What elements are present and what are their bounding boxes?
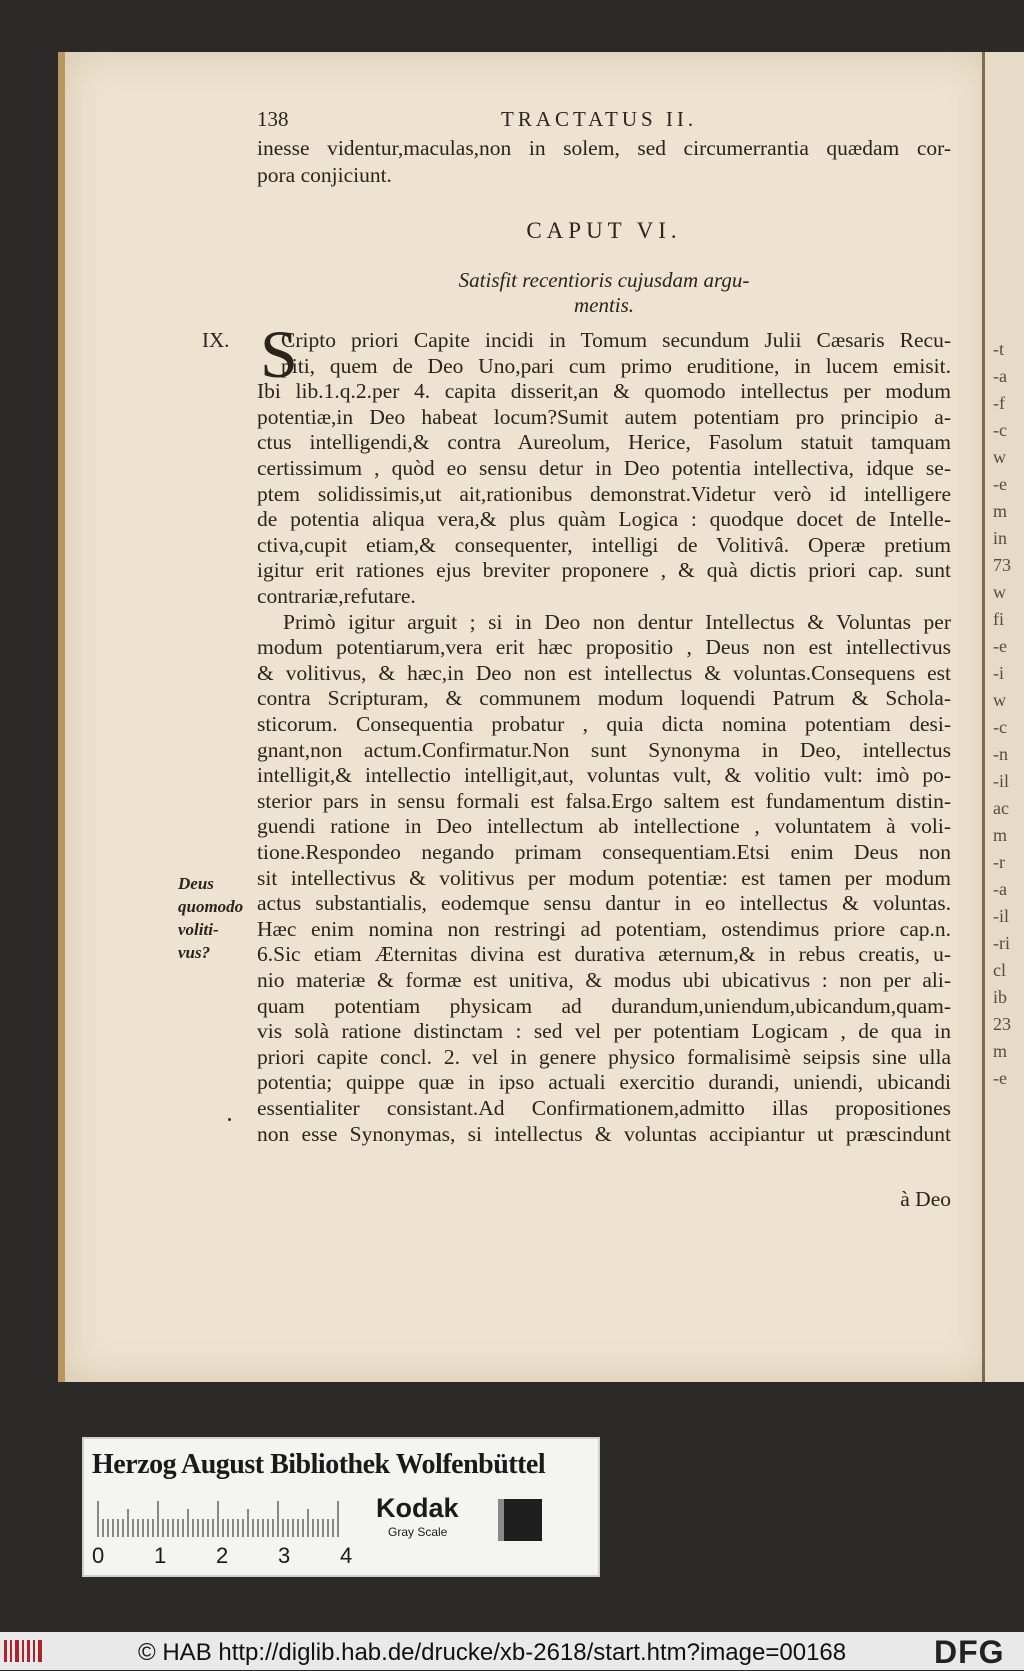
next-page-fragment: w	[993, 447, 1006, 467]
text-line: modum potentiarum,vera erit hæc propositio , Deus non est intellectivus	[257, 635, 951, 660]
text-line: non esse Synonymas, si intellectus & voluntas accipiantur ut præscindunt	[257, 1121, 951, 1146]
footer-bar	[0, 1632, 1024, 1670]
next-page-fragment: -e	[993, 636, 1007, 656]
color-calibration-target	[82, 1437, 600, 1577]
text-line: Primò igitur arguit ; si in Deo non dentur Intellectus & Voluntas per	[283, 609, 951, 634]
page-number: 138	[257, 107, 289, 131]
text-line: contrariæ,refutare.	[257, 584, 416, 608]
text-line: potentiæ,in Deo habeat locum?Sumit autem potentiam pro principio a-	[257, 404, 951, 429]
ruler-number: 4	[340, 1543, 353, 1568]
next-page-fragment: -c	[993, 717, 1007, 737]
text-line: sterior pars in sensu formali est falsa.Ergo saltem est fundamentum distin-	[257, 788, 951, 813]
next-page-fragment: cl	[993, 960, 1006, 980]
text-line: certissimum , quòd eo sensu detur in Deo potentia intellectiva, idque se-	[257, 456, 951, 480]
ruler-number: 0	[92, 1543, 105, 1568]
text-line: Ibi lib.1.q.2.per 4. capita disserit,an & quomodo intellectus per modum	[257, 379, 951, 404]
next-page-fragment: -e	[993, 1068, 1007, 1088]
text-line: guendi ratione in Deo intellectum ab intellectione , voluntatem à voli-	[257, 814, 951, 839]
chapter-title: CAPUT VI.	[526, 218, 682, 243]
text-line: vis solà ratione distinctam : sed vel per potentiam Logicam , de qua in	[257, 1019, 951, 1044]
chapter-summary-line: Satisfit recentioris cujusdam argu-	[458, 268, 750, 292]
next-page-fragment: -r	[993, 852, 1005, 872]
text-line: contra Scripturam, & communem modum loquendi Patrum & Schola-	[257, 686, 951, 711]
drop-capital: S	[260, 316, 298, 392]
ruler-number: 1	[154, 1543, 167, 1568]
margin-section-number: IX.	[202, 328, 230, 352]
ink-speck	[228, 1118, 231, 1121]
running-header	[257, 107, 951, 137]
text-line: igitur erit rationes ejus breviter proponere , & quà dictis priori cap. sunt	[257, 558, 951, 583]
next-page-fragment: -a	[993, 366, 1007, 386]
next-page-fragment: m	[993, 1041, 1008, 1061]
text-line: ctus intelligendi,& contra Aureolum, Herice, Fasolum statuit tamquam	[257, 430, 951, 455]
ruler-number: 2	[216, 1543, 229, 1568]
next-page-fragment: -e	[993, 474, 1007, 494]
text-line: tione.Respondeo negando primam consequentiam.Etsi enim Deus non	[257, 840, 951, 864]
margin-note-line: vus?	[178, 943, 211, 962]
text-line: de potentia aliqua vera,& plus quàm Logica : quodque docet de Intelle-	[257, 507, 951, 532]
text-line: ctiva,cupit etiam,& consequenter, intelligi de Volitivâ. Operæ pretium	[257, 532, 951, 557]
text-line: & volitivus, & hæc,in Deo non est intellectus & voluntas.Consequens est	[257, 660, 951, 685]
margin-note-line: quomodo	[178, 897, 244, 916]
next-page-fragment: m	[993, 501, 1008, 521]
hab-barcode-logo-icon	[4, 1638, 46, 1664]
next-page-fragment: -t	[993, 339, 1004, 359]
text-line: pora conjiciunt.	[257, 163, 392, 187]
dfg-logo: DFG	[934, 1634, 1005, 1670]
kodak-subtitle: Gray Scale	[388, 1525, 448, 1539]
text-line: intelligit,& intellectio intelligit,aut, voluntas vult, & volitio vult: imò po-	[257, 763, 951, 788]
text-line: 6.Sic etiam Æternitas divina est durativa æternum,& in rebus creatis, u-	[257, 942, 951, 967]
text-line: priori capite concl. 2. vel in genere physico formalisimè seipsis sine ulla	[257, 1044, 951, 1069]
next-page-fragment: m	[993, 825, 1008, 845]
catchword: à Deo	[900, 1187, 951, 1211]
text-line: potentia; quippe quæ in ipso actuali exercitio durandi, uniendi, ubicandi	[257, 1070, 951, 1095]
footer-credit-link[interactable]: © HAB http://diglib.hab.de/drucke/xb-2618/start.htm?image=00168	[138, 1639, 847, 1666]
next-page-fragment: w	[993, 582, 1006, 602]
text-line: actus substantialis, eodemque sensu dantur in eo intellectus & voluntas.	[257, 891, 951, 916]
library-name: Herzog August Bibliothek Wolfenbüttel	[92, 1449, 546, 1480]
text-line: quam potentiam physicam ad durandum,uniendum,ubicandum,quam-	[257, 993, 951, 1018]
next-page-fragment: -n	[993, 744, 1008, 764]
text-line: ptem solidissimis,ut ait,rationibus demonstrat.Videtur verò id intelligere	[257, 481, 951, 506]
next-page-fragment: 73	[993, 555, 1011, 575]
next-page-fragment: -i	[993, 663, 1004, 683]
chapter-summary-line: mentis.	[573, 293, 635, 317]
next-page-fragment: -il	[993, 906, 1009, 926]
text-line: inesse videntur,maculas,non in solem, sed circumerrantia quædam cor-	[257, 136, 951, 160]
next-page-fragment: -c	[993, 420, 1007, 440]
text-line: Cripto priori Capite incidi in Tomum secundum Julii Cæsaris Recu-	[281, 328, 951, 352]
text-line: sit intellectivus & volitivus per modum potentiæ: est tamen per modum	[257, 865, 951, 890]
next-page-fragment: -ri	[993, 933, 1010, 953]
gray-scale-patch	[498, 1499, 504, 1541]
running-title: TRACTATUS II.	[501, 107, 698, 131]
margin-note	[178, 872, 258, 964]
next-page-fragment: 23	[993, 1014, 1011, 1034]
gray-scale-patch	[500, 1499, 542, 1541]
text-line: gnant,non actum.Confirmatur.Non sunt Synonyma in Deo, intellectus	[257, 737, 951, 762]
ruler-number: 3	[278, 1543, 291, 1568]
margin-note-line: Deus	[178, 874, 214, 893]
next-page-fragment: -a	[993, 879, 1007, 899]
text-line: Hæc enim nomina non restringi ad potentiam, ostendimus priore cap.n.	[257, 916, 951, 941]
text-line: essentialiter consistant.Ad Confirmationem,admitto illas propositiones	[257, 1096, 951, 1120]
next-page-fragment: ib	[993, 987, 1008, 1007]
text-line: nio materiæ & formæ est unitiva, & modus ubi ubicativus : non per ali-	[257, 968, 951, 992]
kodak-logo: Kodak	[376, 1493, 459, 1523]
next-page-edge	[982, 52, 1024, 1382]
next-page-fragment: -il	[993, 771, 1009, 791]
text-line: piti, quem de Deo Uno,pari cum primo eruditione, in lucem emisit.	[281, 353, 951, 378]
next-page-fragment: w	[993, 690, 1006, 710]
next-page-fragment: in	[993, 528, 1008, 548]
next-page-fragment: fi	[993, 609, 1004, 629]
next-page-fragment: -f	[993, 393, 1005, 413]
next-page-fragment: ac	[993, 798, 1009, 818]
ruler-scale-icon	[96, 1499, 346, 1539]
margin-note-line: voliti-	[178, 920, 219, 939]
text-line: sticorum. Consequentia probatur , quia dicta nomina potentiam desi-	[257, 712, 951, 736]
